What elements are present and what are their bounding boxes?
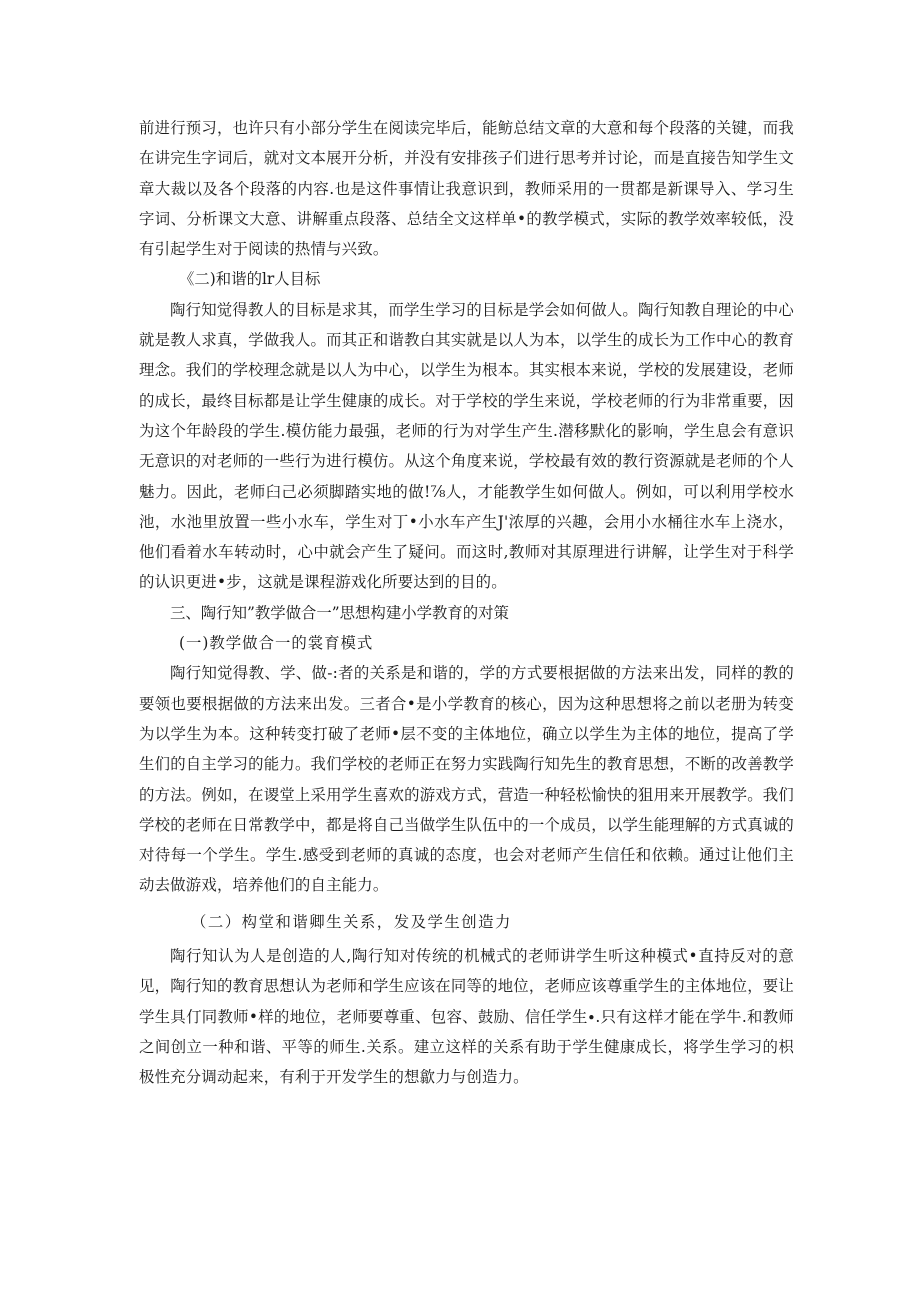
paragraph-goal: 陶行知觉得教人的目标是求其，而学生学习的目标是学会如何做人。陶行知教自理论的中心就是教人求真，学做我人。而其正和谐教白其实就是以人为本，以学生的成长为工作中心的教育理念。我们的学校理念就是以人为中心，以学生为根本。其实根本来说，学校的发展建设，老师的成长，最终目标都是让学生健康的成长。对于学校的学生来说，学校老师的行为非常重要，因为这个年龄段的学生.模仿能力最强，老师的行为对学生产生.潜移默化的影响，学生息会有意识无意识的对老师的一些行为进行模仿。从这个角度来说，学校最有效的教行资源就是老师的个人魅力。因此，老师臼己必须脚踏实地的做!⅞人，才能教学生如何做人。例如，可以利用学校水池，水池里放置一些小水车，学生对丁•小水车产生J'浓厚的兴趣，会用小水桶往水车上浇水，他们看着水车转动时，心中就会产生了疑问。而这时,教师对其原理进行讲解，让学生对于科学的认识更进•步，这就是课程游戏化所要达到的目的。 bbox=[139, 300, 794, 592]
paragraph-teaching-model: 陶行知觉得教、学、做-:者的关系是和谐的，学的方式要根据做的方法来出发，同样的教的要领也要根据做的方法来出发。三者合•是小学教育的核心，因为这种思想将之前以老册为转变为以学生为本。这种转变打破了老师•层不变的主体地位，确立以学生为主体的地位，提高了学生们的自主学习的能力。我们学校的老师正在努力实践陶行知先生的教育思想，不断的改善教学的方法。例如，在谡堂上采用学生喜欢的游戏方式，营造一种轻松愉快的狙用来开展教学。我们学校的老师在日常教学中，都是将自己当做学生队伍中的一个成员，以学生能理解的方式真诚的对待每一个学生。学生.感受到老师的真诚的态度，也会对老师产生信任和依赖。通过让他们主动去做游戏，培养他们的自主能力。 bbox=[139, 664, 794, 895]
subheading-teacher-student: （二）构堂和谐卿生关系，发及学生创造力 bbox=[191, 912, 512, 931]
subheading-teaching-model: (一)教学做合一的裳育模式 bbox=[179, 634, 374, 653]
document-body bbox=[139, 113, 794, 1093]
subheading-harmonious-goal: 《二)和谐的lr人目标 bbox=[179, 270, 321, 289]
paragraph-continued: 前进行预习，也许只有小部分学生在阅读完毕后，能鲂总结文章的大意和每个段落的关键，而我在讲完生字词后，就对文本展开分析，并没有安排孩子们进行思考并讨论，而是直接告知学生文章大裁以及各个段落的内容.也是这件事情让我意识到，教师采用的一贯都是新课导入、学习生字词、分析课文大意、讲解重点段落、总结全文这样单•的教学模式，实际的教学效率较低，没有引起学生对于阅读的热情与兴致。 bbox=[139, 119, 794, 259]
paragraph-teacher-student: 陶行知认为人是创造的人,陶行知对传统的机械式的老师讲学生听这种模式•直持反对的意见，陶行知的教育思想认为老师和学生应该在同等的地位，老师应该尊重学生的主体地位，要让学生具仃同教师•样的地位，老师要尊重、包容、鼓励、信任学生∙.只有这样才能在学牛.和教师之间创立一种和谐、平等的师生.关系。建立这样的关系有助于学生健康成长，将学生学习的枳极性充分调动起来，有利于开发学生的想歙力与创造力。 bbox=[139, 947, 794, 1087]
section-heading-strategies: 三、陶行知”教学做合一”思想构建小学教育的对策 bbox=[170, 603, 509, 622]
